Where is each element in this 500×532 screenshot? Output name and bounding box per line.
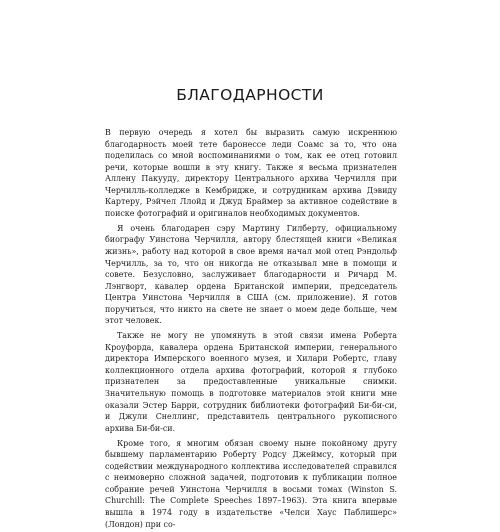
paragraph-2: Я очень благодарен сэру Мартину Гилберту, официальному биографу Уинстона Черчилля, автору блестящей книги «Великая жизнь», работу над которой в свое время начал мой отец Рэндольф Черчилль, за то, что он никогда не отказывал мне в помощи и совете. Безусловно, заслуживает благодарности и Ричард М. Лэнгворт, кавалер ордена Британской империи, председатель Центра Уинстона Черчилля в США (см. приложение). Я готов поручиться, что никто на свете не знает о моем деде больше, чем этот человек.	[105, 223, 397, 326]
paragraph-3: Также не могу не упомянуть в этой связи имена Роберта Кроуфорда, кавалера ордена Британской империи, генерального директора Имперского военного музея, и Хилари Робертс, главу коллекционного отдела архива фотографий, которой я глубоко признателен за предоставленные уникальные снимки. Значительную помощь в подготовке материалов этой книги мне оказали Эстер Барри, сотрудник библиотеки фотографий Би-би-си, и Джули Снеллинг, представитель центрального рукописного архива Би-би-си.	[105, 331, 397, 433]
paragraph-1: В первую очередь я хотел бы выразить самую искреннюю благодарность моей тете баронессе леди Соамс за то, что она поделилась со мной воспоминаниями о том, как ее отец готовил речи, которые вошли в эту книгу. Также я весьма признателен Аллену Пакууду, директору Центрального архива Черчилля при Черчилль-колледже в Кембридже, и сотрудникам архива Дэвиду Картеру, Рэйчел Ллойд и Джуд Браймер за активное содействие в поиске фотографий и оригиналов необходимых документов.	[105, 128, 397, 218]
acknowledgements-text	[105, 127, 397, 530]
page-title: БЛАГОДАРНОСТИ	[176, 86, 324, 104]
paragraph-4: Кроме того, я многим обязан своему ныне покойному другу бывшему парламентарию Роберту Родсу Джеймсу, который при содействии международного коллектива исследователей справился с неимоверно сложной задачей, подготовив к публикации полное собрание речей Уинстона Черчилля в восьми томах (Winston S. Churchill: The Complete Speeches 1897–1963). Эта книга впервые вышла в 1974 году в издательстве «Челси Хаус Паблишерс» (Лондон) при со-	[105, 438, 397, 529]
